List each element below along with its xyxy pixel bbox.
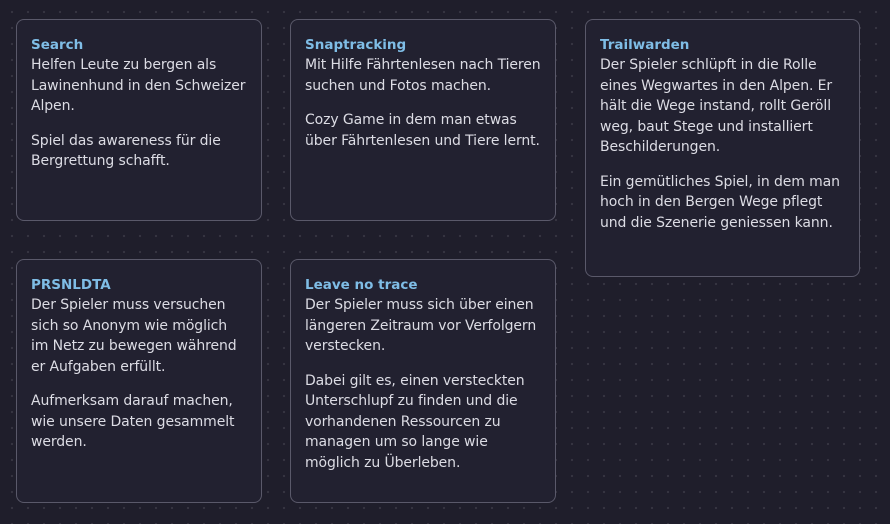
- card-description: Dabei gilt es, einen versteckten Unterschlupf zu finden und die vorhandenen Ressourcen zu managen um so lange wie möglich zu Überleben.: [305, 372, 525, 471]
- card-title: Leave no trace: [305, 277, 418, 293]
- card-description: Mit Hilfe Fährtenlesen nach Tieren suchen und Fotos machen.: [305, 57, 541, 94]
- card-trailwarden[interactable]: [585, 19, 860, 277]
- card-description: Ein gemütliches Spiel, in dem man hoch in den Bergen Wege pflegt und die Szenerie geniessen kann.: [600, 173, 840, 231]
- card-leave-no-trace[interactable]: [290, 259, 556, 503]
- card-title: Search: [31, 37, 84, 53]
- card-search[interactable]: [16, 19, 262, 221]
- card-description: Helfen Leute zu bergen als Lawinenhund in den Schweizer Alpen.: [31, 57, 246, 114]
- card-description: Der Spieler muss versuchen sich so Anonym wie möglich im Netz zu bewegen während er Aufgaben erfüllt.: [31, 297, 237, 375]
- card-title: PRSNLDTA: [31, 277, 111, 293]
- card-description: Spiel das awareness für die Bergrettung schafft.: [31, 132, 221, 169]
- card-prsnldta[interactable]: [16, 259, 262, 503]
- card-description: Der Spieler schlüpft in die Rolle eines Wegwartes in den Alpen. Er hält die Wege instand, rollt Geröll weg, baut Stege und installiert Beschilderungen.: [600, 57, 833, 155]
- card-description: Der Spieler muss sich über einen längeren Zeitraum vor Verfolgern verstecken.: [305, 297, 537, 354]
- card-title: Trailwarden: [600, 37, 690, 53]
- card-title: Snaptracking: [305, 37, 407, 53]
- card-snaptracking[interactable]: [290, 19, 556, 221]
- card-description: Cozy Game in dem man etwas über Fährtenlesen und Tiere lernt.: [305, 112, 540, 149]
- card-description: Aufmerksam darauf machen, wie unsere Daten gesammelt werden.: [31, 393, 235, 450]
